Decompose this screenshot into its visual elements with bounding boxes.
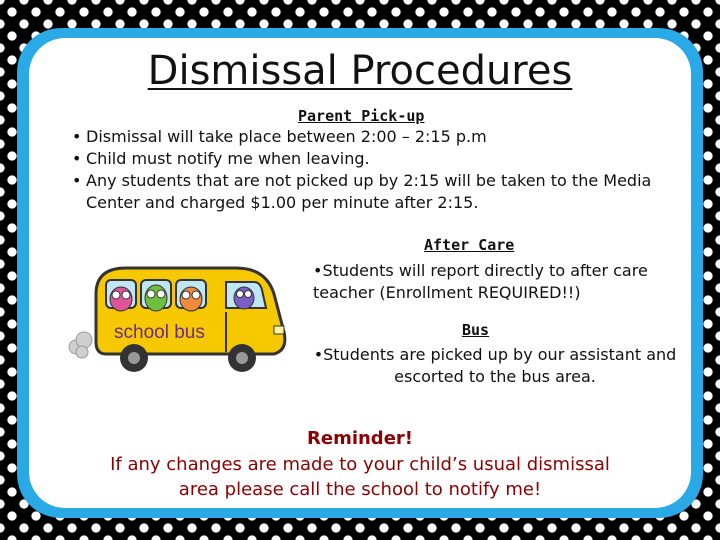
school-bus-icon bbox=[66, 254, 300, 384]
parent-pickup-heading: Parent Pick-up bbox=[298, 107, 425, 125]
parent-pickup-list bbox=[72, 126, 672, 214]
reminder-text: If any changes are made to your child’s usual dismissal area please call the school to notify me! bbox=[110, 454, 610, 500]
bus-label: school bus bbox=[114, 322, 205, 343]
list-item: • Dismissal will take place between 2:00 – 2:15 p.m bbox=[72, 126, 672, 148]
after-care-text: •Students will report directly to after care teacher (Enrollment REQUIRED!!) bbox=[313, 261, 648, 302]
bus-text: •Students are picked up by our assistant and escorted to the bus area. bbox=[313, 345, 677, 386]
bus-heading: Bus bbox=[462, 321, 490, 339]
page-title: Dismissal Procedures bbox=[147, 48, 573, 94]
reminder-heading: Reminder! bbox=[307, 428, 413, 449]
after-care-heading: After Care bbox=[424, 236, 515, 254]
list-item: • Child must notify me when leaving. bbox=[72, 148, 672, 170]
list-item: • Any students that are not picked up by 2:15 will be taken to the Media Center and charged $1.00 per minute after 2:15. bbox=[72, 170, 672, 214]
